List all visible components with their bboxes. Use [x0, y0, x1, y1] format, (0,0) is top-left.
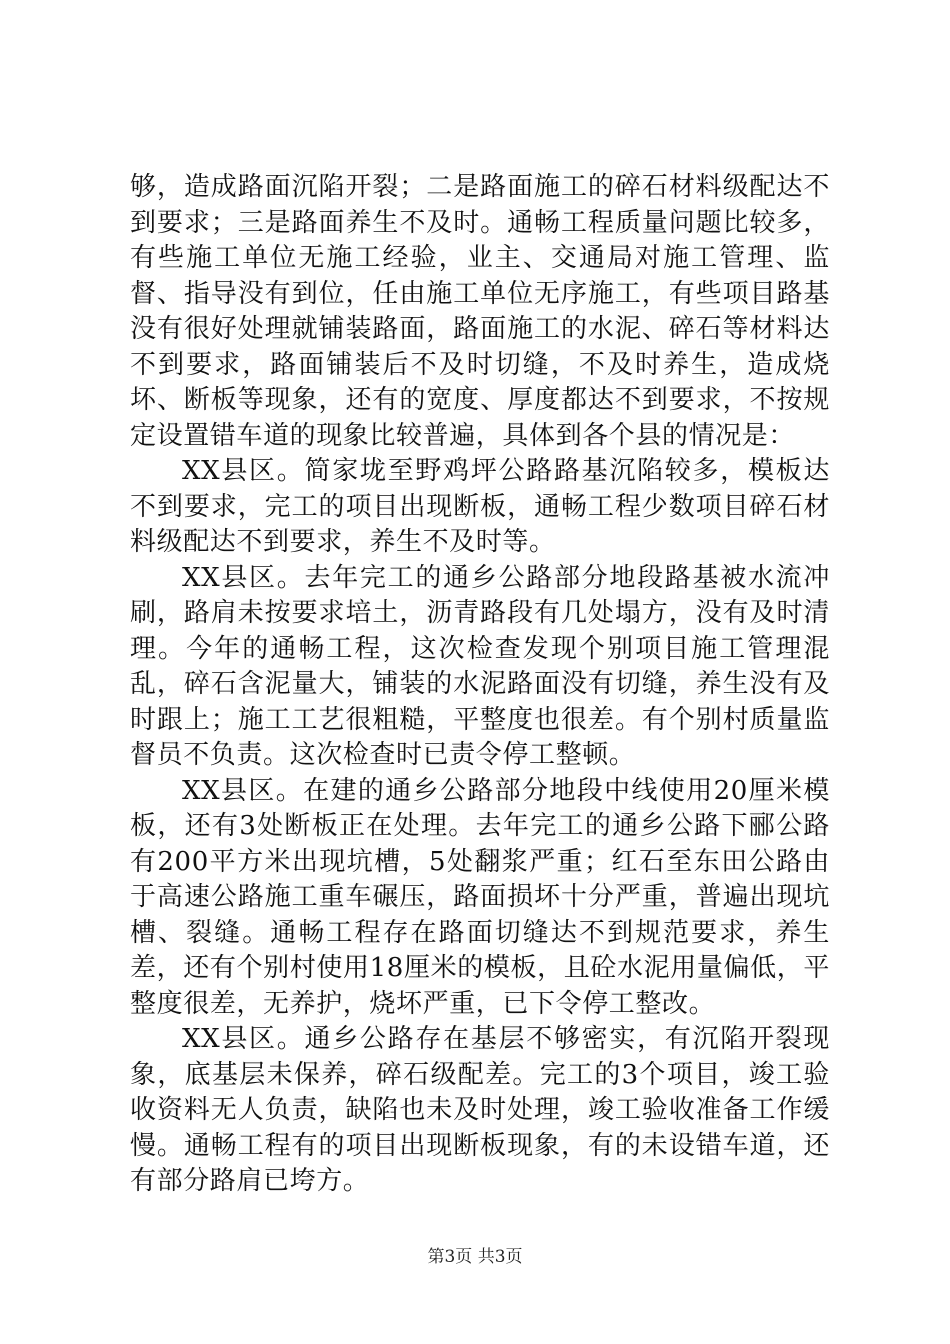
page-footer: 第3页 共3页 — [427, 1247, 523, 1267]
paragraph-county-1: XX县区。简家垅至野鸡坪公路路基沉陷较多，模板达不到要求，完工的项目出现断板，通畅工程少数项目碎石材料级配达不到要求，养生不及时等。 — [130, 456, 830, 557]
paragraph-county-2: XX县区。去年完工的通乡公路部分地段路基被水流冲刷，路肩未按要求培土，沥青路段有几处塌方，没有及时清理。今年的通畅工程，这次检查发现个别项目施工管理混乱，碎石含泥量大，铺装的水泥路面没有切缝，养生没有及时跟上；施工工艺很粗糙，平整度也很差。有个别村质量监督员不负责。这次检查时已责令停工整顿。 — [130, 562, 830, 770]
paragraph-county-3: XX县区。在建的通乡公路部分地段中线使用20厘米模板，还有3处断板正在处理。去年完工的通乡公路下郦公路有200平方米出现坑槽，5处翻浆严重；红石至东田公路由于高速公路施工重车碾压，路面损坏十分严重，普遍出现坑槽、裂缝。通畅工程存在路面切缝达不到规范要求，养生差，还有个别村使用18厘米的模板，且砼水泥用量偏低，平整度很差，无养护，烧坏严重，已下令停工整改。 — [130, 775, 830, 1019]
paragraph-county-4: XX县区。通乡公路存在基层不够密实，有沉陷开裂现象，底基层未保养，碎石级配差。完工的3个项目，竣工验收资料无人负责，缺陷也未及时处理，竣工验收准备工作缓慢。通畅工程有的项目出现断板现象，有的未设错车道，还有部分路肩已垮方。 — [130, 1024, 830, 1196]
paragraph-continuation: 够，造成路面沉陷开裂；二是路面施工的碎石材料级配达不到要求；三是路面养生不及时。通畅工程质量问题比较多，有些施工单位无施工经验，业主、交通局对施工管理、监督、指导没有到位，任由施工单位无序施工，有些项目路基没有很好处理就铺装路面，路面施工的水泥、碎石等材料达不到要求，路面铺装后不及时切缝，不及时养生，造成烧坏、断板等现象，还有的宽度、厚度都达不到要求，不按规定设置错车道的现象比较普遍，具体到各个县的情况是： — [130, 172, 830, 451]
document-body — [130, 170, 830, 1200]
